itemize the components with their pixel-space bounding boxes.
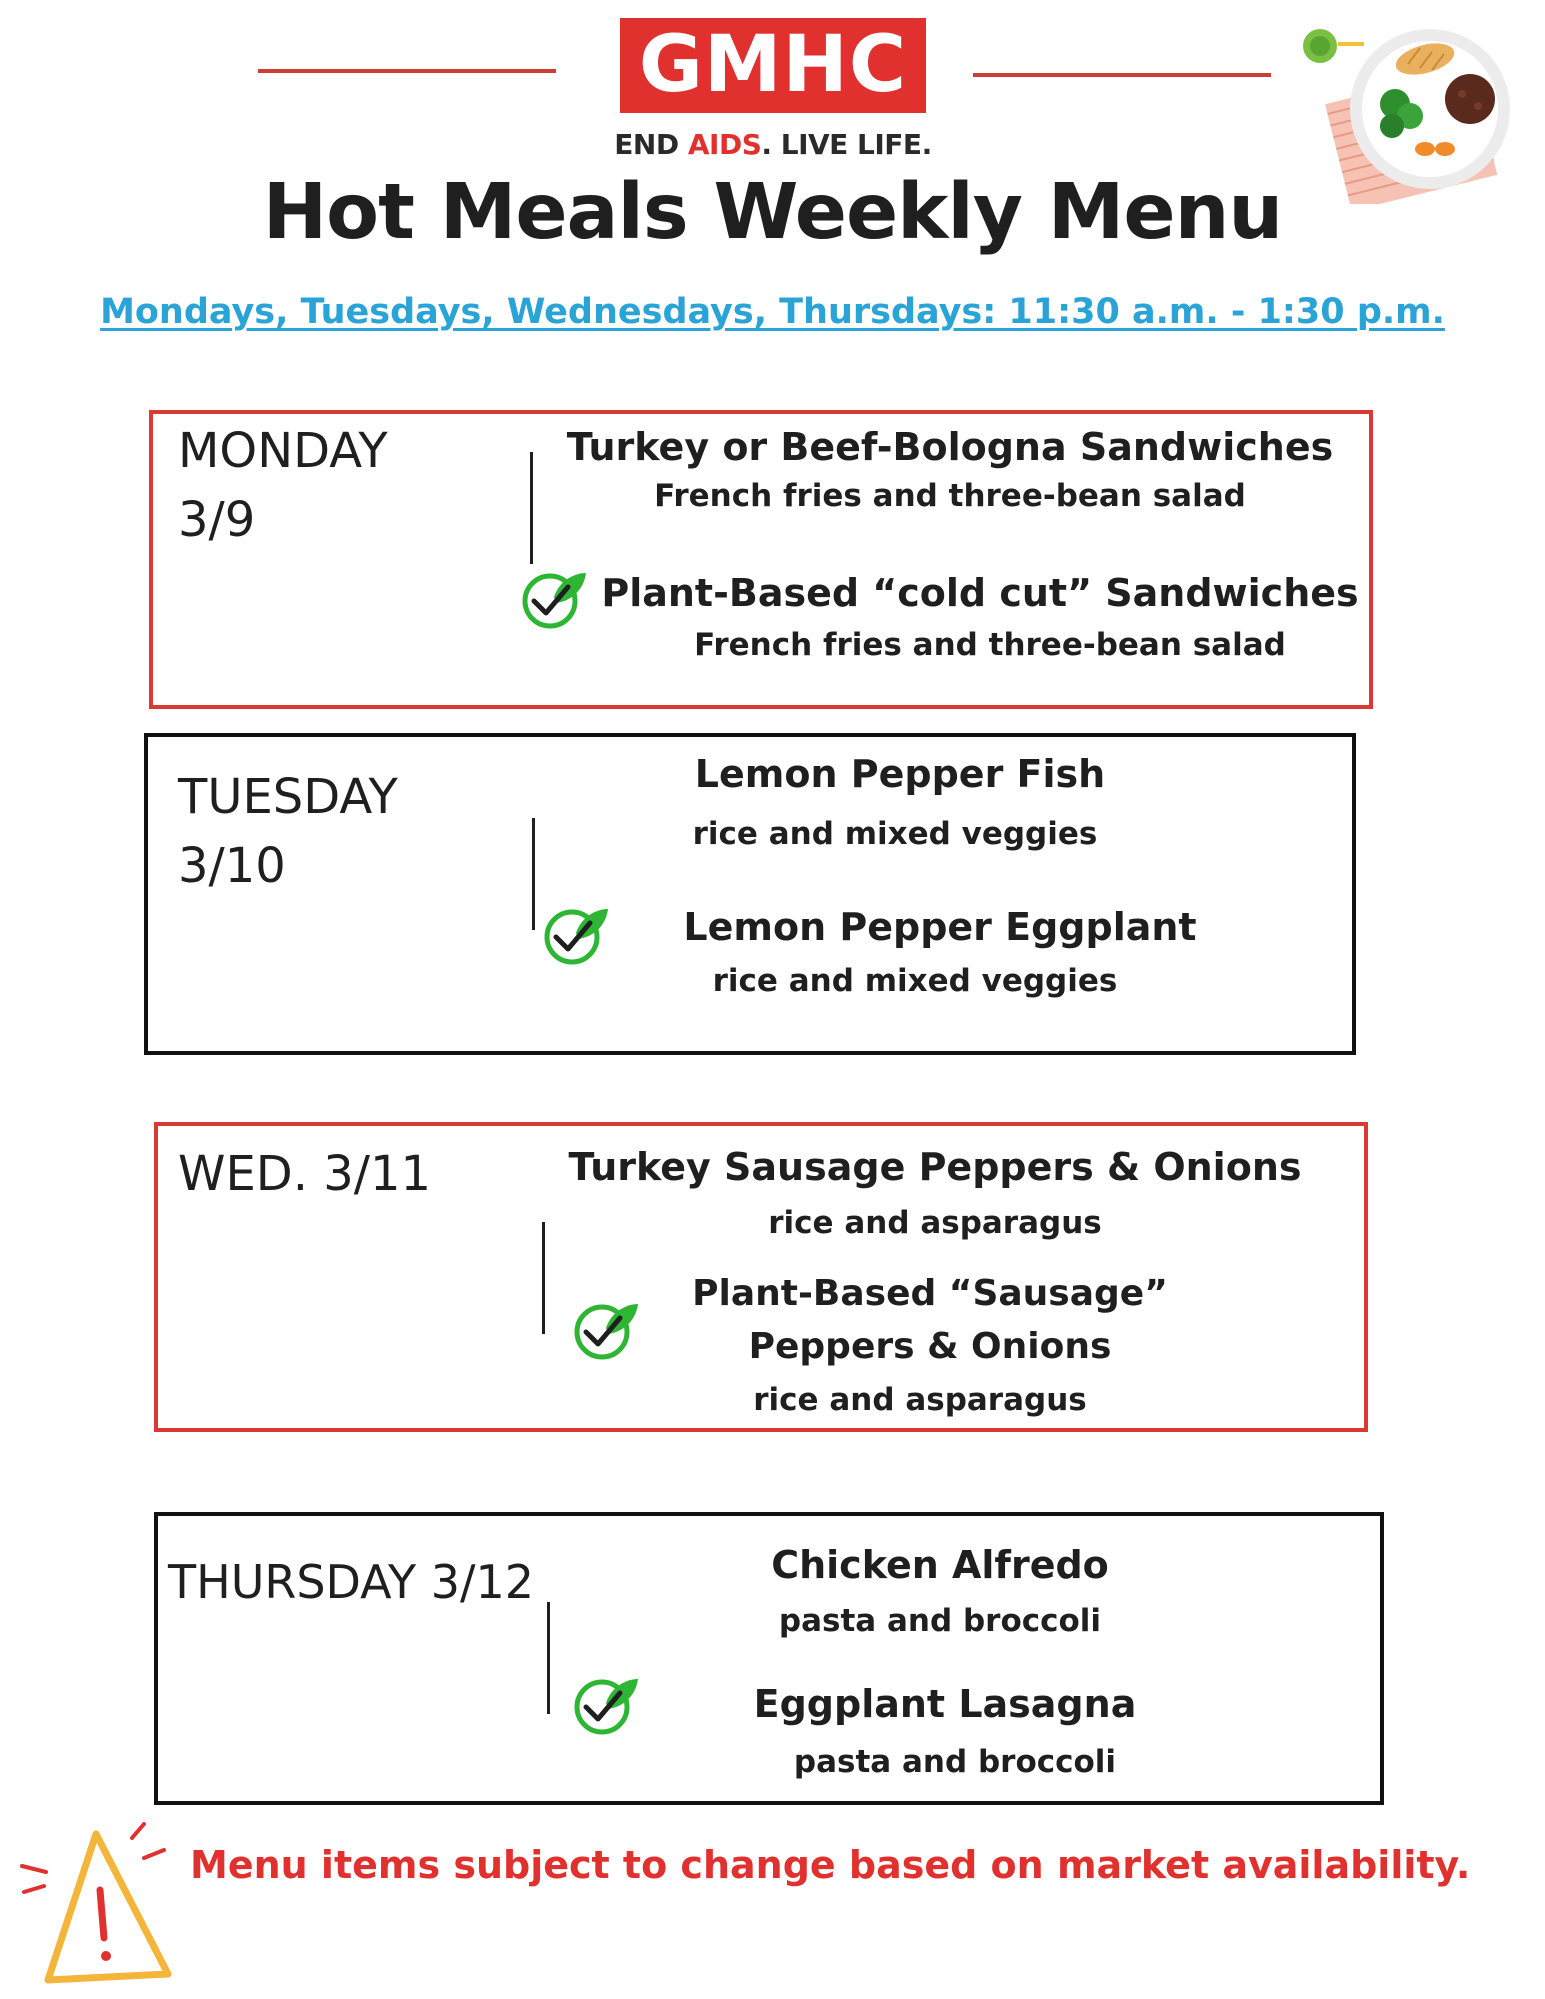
main-dish: Turkey or Beef-Bologna Sandwiches [566,425,1334,469]
header-rule-right [973,73,1271,77]
plant-based-side: pasta and broccoli [793,1744,1117,1780]
header-rule-left [258,69,556,73]
green-leaf-check-icon [520,567,588,629]
day-date: 3/9 [178,492,256,548]
main-side: rice and mixed veggies [692,816,1098,852]
plant-based-dish: Eggplant Lasagna [753,1682,1137,1726]
gmhc-logo: GMHC [620,18,926,113]
page-title: Hot Meals Weekly Menu [262,168,1283,257]
main-dish: Turkey Sausage Peppers & Onions [568,1145,1302,1189]
day-name: THURSDAY 3/12 [168,1555,535,1609]
day-name: TUESDAY [178,769,398,825]
tagline-prefix: END [614,128,688,161]
green-leaf-check-icon [572,1673,640,1735]
tagline-suffix: . LIVE LIFE. [761,128,932,161]
plant-based-side: French fries and three-bean salad [694,627,1286,663]
main-side: rice and asparagus [768,1205,1102,1241]
day-name: MONDAY [178,423,388,479]
main-dish: Chicken Alfredo [771,1543,1109,1587]
plant-based-dish: Lemon Pepper Eggplant [683,905,1197,949]
plant-based-dish: Plant-Based “cold cut” Sandwiches [601,571,1359,615]
warning-triangle-icon [18,1822,178,1992]
day-name: WED. 3/11 [178,1146,432,1202]
plant-based-side: rice and mixed veggies [712,963,1118,999]
logo-tagline [560,128,986,161]
plant-based-dish-line1: Plant-Based “Sausage” [692,1273,1168,1314]
main-side: pasta and broccoli [778,1603,1102,1639]
availability-disclaimer: Menu items subject to change based on market availability. [190,1843,1471,1887]
divider-bar [547,1602,550,1714]
day-date: 3/10 [178,838,286,894]
divider-bar [542,1222,545,1334]
plant-based-dish-line2: Peppers & Onions [748,1326,1112,1367]
plant-based-side: rice and asparagus [753,1382,1087,1418]
main-dish: Lemon Pepper Fish [694,752,1106,796]
main-side: French fries and three-bean salad [654,478,1246,514]
tagline-highlight: AIDS [687,128,762,161]
green-leaf-check-icon [542,903,610,965]
divider-bar [530,452,533,564]
service-hours-link[interactable]: Mondays, Tuesdays, Wednesdays, Thursdays: 11:30 a.m. - 1:30 p.m. [100,292,1445,332]
divider-bar [532,818,535,930]
